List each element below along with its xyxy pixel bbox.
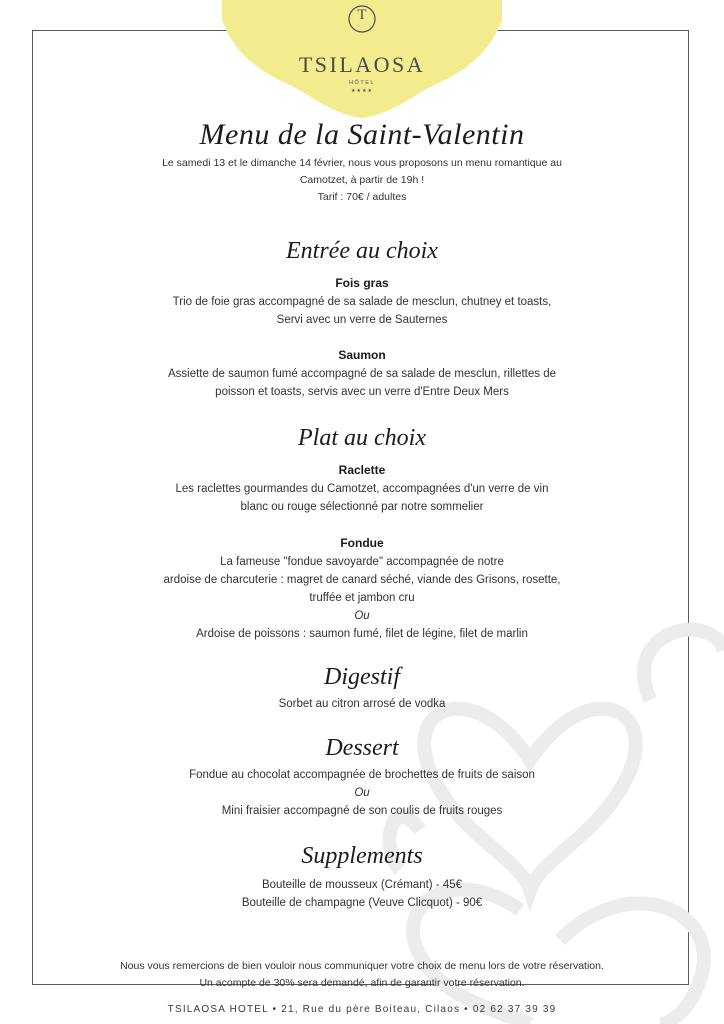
dish-desc-line: Assiette de saumon fumé accompagné de sa salade de mesclun, rillettes de xyxy=(167,368,557,380)
dish-desc-line: blanc ou rouge sélectionné par notre sommelier xyxy=(240,501,484,513)
dish-name-fondue: Fondue xyxy=(340,536,384,550)
intro-line-1: Le samedi 13 et le dimanche 14 février, nous vous proposons un menu romantique au xyxy=(162,157,562,169)
dessert-desc-line: Mini fraisier accompagné de son coulis de fruits rouges xyxy=(221,805,503,817)
or-separator: Ou xyxy=(354,610,370,622)
hotel-subtitle: HÔTEL xyxy=(349,80,375,86)
dish-desc-line: truffée et jambon cru xyxy=(309,592,415,604)
dessert-desc-line: Fondue au chocolat accompagnée de brochettes de fruits de saison xyxy=(189,769,535,781)
dish-name-fois-gras: Fois gras xyxy=(335,276,389,290)
section-title-entree: Entrée au choix xyxy=(286,238,438,264)
digestif-desc: Sorbet au citron arrosé de vodka xyxy=(278,698,446,710)
or-separator: Ou xyxy=(354,787,370,799)
dish-desc-line: Les raclettes gourmandes du Camotzet, accompagnées d'un verre de vin xyxy=(175,483,549,495)
notice-line-1: Nous vous remercions de bien vouloir nous communiquer votre choix de menu lors de votre réservation. xyxy=(120,960,604,972)
section-title-dessert: Dessert xyxy=(325,735,399,761)
footer-address: TSILAOSA HOTEL • 21, Rue du père Boiteau, Cilaos • 02 62 37 39 39 xyxy=(167,1004,557,1015)
dish-desc-line: Trio de foie gras accompagné de sa salade de mesclun, chutney et toasts, xyxy=(172,296,552,308)
section-title-plat: Plat au choix xyxy=(298,425,426,451)
menu-title: Menu de la Saint-Valentin xyxy=(199,118,525,151)
section-title-digestif: Digestif xyxy=(324,664,400,690)
logo-letter: T xyxy=(357,7,367,23)
dish-desc-line: La fameuse "fondue savoyarde" accompagnée de notre xyxy=(220,556,504,568)
dish-desc-line: Ardoise de poissons : saumon fumé, filet de légine, filet de marlin xyxy=(196,628,528,640)
dish-name-saumon: Saumon xyxy=(338,348,386,362)
notice-line-2: Un acompte de 30% sera demandé, afin de garantir votre réservation. xyxy=(199,977,525,989)
supplement-line: Bouteille de champagne (Veuve Clicquot) - 90€ xyxy=(241,897,483,909)
dish-desc-line: poisson et toasts, servis avec un verre d'Entre Deux Mers xyxy=(215,386,509,398)
hotel-logo xyxy=(222,0,502,118)
dish-name-raclette: Raclette xyxy=(338,463,386,477)
hotel-name: TSILAOSA xyxy=(298,52,426,77)
intro-line-2: Camotzet, à partir de 19h ! xyxy=(299,174,425,186)
dish-desc-line: Servi avec un verre de Sauternes xyxy=(276,314,448,326)
price-line: Tarif : 70€ / adultes xyxy=(317,191,407,203)
supplement-line: Bouteille de mousseux (Crémant) - 45€ xyxy=(261,879,463,891)
hotel-stars: ★★★★ xyxy=(351,88,373,94)
section-title-supplements: Supplements xyxy=(301,843,423,869)
dish-desc-line: ardoise de charcuterie : magret de canard séché, viande des Grisons, rosette, xyxy=(163,574,561,586)
